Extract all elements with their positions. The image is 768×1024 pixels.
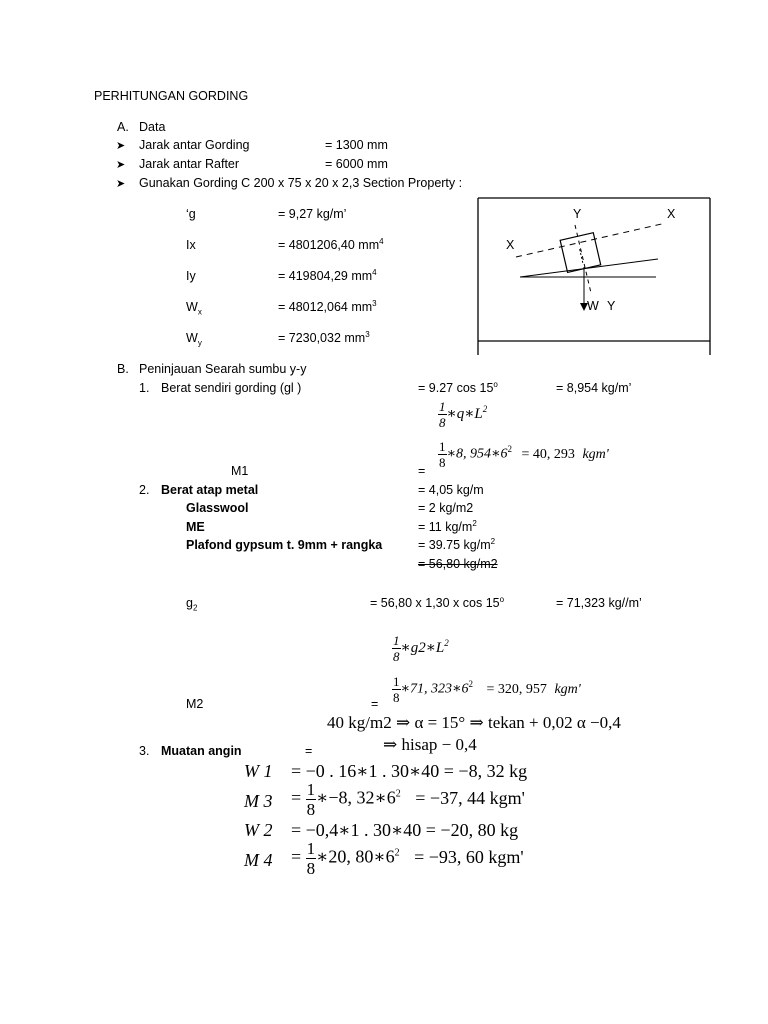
g2-result: = 71,323 kg//m’: [556, 596, 642, 610]
w2-label: W 2: [244, 820, 273, 840]
bullet-arrow-icon: ➤: [116, 178, 126, 190]
section-b-marker: B.: [117, 362, 129, 376]
page-title: PERHITUNGAN GORDING: [94, 89, 249, 103]
prop-value: = 9,27 kg/m’: [278, 207, 347, 221]
load-value: = 39.75 $kg/m^2$: [418, 536, 496, 552]
prop-symbol: Ix: [186, 238, 196, 252]
item-expression: = 9.27 cos 15$^o$: [418, 379, 498, 395]
item-number: 1.: [139, 381, 150, 395]
w2-expression: = −0,4∗1 . 30∗40 = −20, 80 kg: [291, 820, 519, 840]
diagram-label-x-left: X: [506, 238, 515, 252]
bullet-label: Jarak antar Gording: [139, 138, 250, 152]
m2-equals: =: [371, 697, 379, 711]
diagram-label-x-right: X: [667, 207, 676, 221]
bullet-label: Gunakan Gording C 200 x 75 x 20 x 2,3 Section Property :: [139, 176, 463, 190]
m4-expression: = $\frac{1}{8}$ ∗20, $80∗6^2 = -93$, 60 kgm': [291, 839, 524, 878]
item-result: = 8,954 kg/m’: [556, 381, 632, 395]
bullet-arrow-icon: ➤: [116, 159, 126, 171]
prop-symbol: $W_y$: [186, 331, 202, 348]
wind-coefficient-line: 40 kg/m2 ⇒ α = 15° ⇒ tekan + 0,02 α −0,4: [327, 713, 621, 732]
item-label: Muatan angin: [161, 744, 242, 758]
item-number: 3.: [139, 744, 150, 758]
m3-expression: = $\frac{1}{8}$ ∗−8, $32∗6^2 = -37$, 44 kgm': [291, 780, 525, 819]
prop-value: = 48012,064 $mm^3$: [278, 298, 377, 314]
m2-label: M2: [186, 697, 204, 711]
diagram-label-y-bottom: Y: [607, 299, 616, 313]
m1-calculation: $\frac{1}{8}$ ∗8, $954∗6^2 = 40$, 293 kgm': [439, 439, 609, 470]
g2-expression: = 56,80 x 1,30 x cos 15$^o$: [370, 594, 505, 610]
prop-value: = 7230,032 $mm^3$: [278, 329, 370, 345]
purlin-section-diagram: [476, 197, 716, 362]
m1-label: M1: [231, 464, 249, 478]
w1-label: W 1: [244, 761, 273, 781]
load-label: Glasswool: [186, 501, 249, 515]
prop-value: = 419804,29 $mm^4$: [278, 267, 377, 283]
m4-label: M 4: [244, 850, 273, 870]
wind-suction-line: ⇒ hisap − 0,4: [383, 735, 477, 754]
bullet-value: = 6000 mm: [325, 157, 388, 171]
roof-line-upper: [520, 259, 658, 277]
purlin-profile: [560, 233, 601, 273]
bullet-value: = 1300 mm: [325, 138, 388, 152]
load-label: ME: [186, 520, 205, 534]
item-label: Berat sendiri gording (gl ): [161, 381, 302, 395]
prop-symbol: Iy: [186, 269, 196, 283]
section-a-label: Data: [139, 120, 166, 134]
diagram-label-y-top: Y: [573, 207, 582, 221]
load-value: = 2 kg/m2: [418, 501, 474, 515]
section-b-label: Peninjauan Searah sumbu y-y: [139, 362, 307, 376]
load-total: = 56,80 kg/m2: [418, 557, 498, 571]
w1-expression: = −0 . 16∗1 . 30∗40 = −8, 32 kg: [291, 761, 528, 781]
prop-symbol: ‘g: [186, 207, 196, 221]
g2-label: $g_2$: [186, 596, 198, 613]
item-value: = 4,05 kg/m: [418, 483, 484, 497]
bullet-label: Jarak antar Rafter: [139, 157, 240, 171]
section-a-marker: A.: [117, 120, 129, 134]
load-value: = 11 $kg/m^2$: [418, 518, 477, 534]
m2-calculation: $\frac{1}{8}$ ∗71, $323∗6^2 = 320$, 957 kgm': [393, 674, 581, 705]
item-label: Berat atap metal: [161, 483, 259, 497]
item-number: 2.: [139, 483, 150, 497]
prop-symbol: $W_x$: [186, 300, 202, 317]
item-equals: =: [305, 744, 313, 758]
m3-label: M 3: [244, 791, 273, 811]
m2-formula: $\frac{1}{8}$ $∗g2∗L^2$: [393, 633, 449, 664]
m1-equals: =: [418, 464, 426, 478]
prop-value: = 4801206,40 $mm^4$: [278, 236, 384, 252]
load-label: Plafond gypsum t. 9mm + rangka: [186, 538, 383, 552]
x-axis-line: [516, 223, 666, 257]
bullet-arrow-icon: ➤: [116, 140, 126, 152]
m1-formula: $\frac{1}{8}$ $∗q∗L^2$: [439, 399, 488, 430]
diagram-label-w: W: [587, 299, 599, 313]
